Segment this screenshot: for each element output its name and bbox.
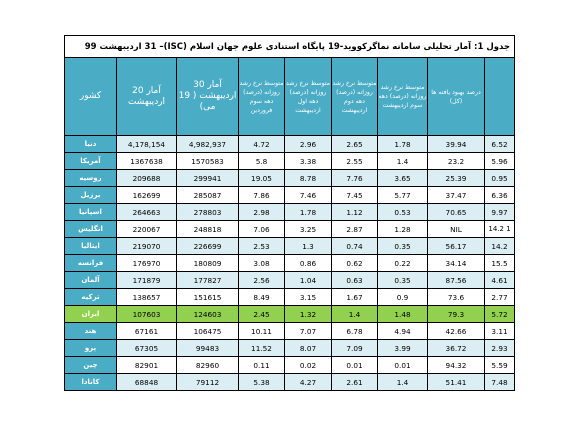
cell-cases-30: 285087 bbox=[177, 187, 239, 204]
cell-g3: 1.12 bbox=[332, 204, 378, 221]
table-row bbox=[65, 323, 515, 340]
cell-g4: 1.4 bbox=[378, 153, 428, 170]
cell-g3: 0.63 bbox=[332, 272, 378, 289]
cell-g4: 3.99 bbox=[378, 340, 428, 357]
cell-g3: 0.62 bbox=[332, 255, 378, 272]
cell-g2: 4.27 bbox=[285, 374, 332, 391]
cell-last: 7.48 bbox=[485, 374, 515, 391]
cell-g2: 1.3 bbox=[285, 238, 332, 255]
cell-g2: 0.02 bbox=[285, 357, 332, 374]
cell-cases-20: 82901 bbox=[117, 357, 177, 374]
country-cell: ایران bbox=[65, 306, 117, 323]
cell-g2: 3.15 bbox=[285, 289, 332, 306]
cell-cases-30: 151615 bbox=[177, 289, 239, 306]
cell-g1: 5.38 bbox=[239, 374, 285, 391]
table-title: جدول 1: آمار تحلیلی سامانه نماگرکووید-19 پایگاه استنادی علوم جهان اسلام (ISC)– 31 اردیبهشت 99 bbox=[65, 36, 515, 58]
table-row bbox=[65, 153, 515, 170]
cell-cases-30: 226699 bbox=[177, 238, 239, 255]
cell-g1: 3.08 bbox=[239, 255, 285, 272]
country-cell: پرو bbox=[65, 340, 117, 357]
table-row bbox=[65, 272, 515, 289]
cell-cases-20: 1367638 bbox=[117, 153, 177, 170]
cell-g1: 7.86 bbox=[239, 187, 285, 204]
country-cell: انگلیس bbox=[65, 221, 117, 238]
table-row bbox=[65, 221, 515, 238]
cell-g4: 3.65 bbox=[378, 170, 428, 187]
cell-last: 6.52 bbox=[485, 136, 515, 153]
table-row bbox=[65, 374, 515, 391]
country-cell: ترکیه bbox=[65, 289, 117, 306]
country-cell: هند bbox=[65, 323, 117, 340]
cell-cases-20: 162699 bbox=[117, 187, 177, 204]
table-row bbox=[65, 136, 515, 153]
cell-g1: 2.56 bbox=[239, 272, 285, 289]
cell-g1: 10.11 bbox=[239, 323, 285, 340]
header-recovered-percent: درصد بهبود یافته ها (کل) bbox=[428, 58, 485, 136]
cell-recovered: 36.72 bbox=[428, 340, 485, 357]
cell-g4: 0.35 bbox=[378, 238, 428, 255]
cell-g1: 19.05 bbox=[239, 170, 285, 187]
cell-cases-30: 248818 bbox=[177, 221, 239, 238]
cell-recovered: 87.56 bbox=[428, 272, 485, 289]
cell-recovered: 70.65 bbox=[428, 204, 485, 221]
cell-last: 2.93 bbox=[485, 340, 515, 357]
country-cell: برزیل bbox=[65, 187, 117, 204]
cell-recovered: 23.2 bbox=[428, 153, 485, 170]
country-cell: روسیه bbox=[65, 170, 117, 187]
table-body bbox=[65, 136, 515, 391]
table-row bbox=[65, 255, 515, 272]
cell-g2: 7.07 bbox=[285, 323, 332, 340]
cell-g3: 2.61 bbox=[332, 374, 378, 391]
cell-g3: 2.65 bbox=[332, 136, 378, 153]
cell-recovered: 37.47 bbox=[428, 187, 485, 204]
header-cases-30-ordibehesht: آمار 30 اردیبهشت ( 19 می) bbox=[177, 58, 239, 136]
cell-g3: 7.09 bbox=[332, 340, 378, 357]
cell-cases-20: 219070 bbox=[117, 238, 177, 255]
table-row bbox=[65, 170, 515, 187]
cell-last: 2.77 bbox=[485, 289, 515, 306]
country-cell: دنیا bbox=[65, 136, 117, 153]
table-row bbox=[65, 204, 515, 221]
country-cell: ایتالیا bbox=[65, 238, 117, 255]
cell-g4: 5.77 bbox=[378, 187, 428, 204]
cell-cases-20: 209688 bbox=[117, 170, 177, 187]
cell-g2: 3.25 bbox=[285, 221, 332, 238]
cell-cases-20: 68848 bbox=[117, 374, 177, 391]
cell-g1: 4.72 bbox=[239, 136, 285, 153]
country-cell: چین bbox=[65, 357, 117, 374]
header-country: کشور bbox=[65, 58, 117, 136]
cell-cases-20: 138657 bbox=[117, 289, 177, 306]
cell-cases-20: 107603 bbox=[117, 306, 177, 323]
cell-g3: 0.74 bbox=[332, 238, 378, 255]
cell-g3: 7.45 bbox=[332, 187, 378, 204]
cell-last: 0.95 bbox=[485, 170, 515, 187]
cell-recovered: NIL bbox=[428, 221, 485, 238]
cell-recovered: 34.14 bbox=[428, 255, 485, 272]
cell-cases-30: 99483 bbox=[177, 340, 239, 357]
country-cell: آلمان bbox=[65, 272, 117, 289]
table-row bbox=[65, 306, 515, 323]
cell-g2: 2.96 bbox=[285, 136, 332, 153]
header-growth-ordibehesht-2: متوسط نرخ رشد روزانه (درصد) دهه دوم اردیبهشت bbox=[332, 58, 378, 136]
cell-g1: 2.53 bbox=[239, 238, 285, 255]
cell-g3: 1.67 bbox=[332, 289, 378, 306]
cell-g4: 0.22 bbox=[378, 255, 428, 272]
cell-recovered: 73.6 bbox=[428, 289, 485, 306]
cell-cases-30: 180809 bbox=[177, 255, 239, 272]
table-row bbox=[65, 289, 515, 306]
cell-cases-30: 82960 bbox=[177, 357, 239, 374]
cell-cases-30: 79112 bbox=[177, 374, 239, 391]
header-growth-farvardin-3: متوسط نرخ رشد روزانه (درصد) دهه سوم فروردین bbox=[239, 58, 285, 136]
cell-g4: 4.94 bbox=[378, 323, 428, 340]
cell-last: 3.11 bbox=[485, 323, 515, 340]
cell-cases-20: 264663 bbox=[117, 204, 177, 221]
cell-cases-30: 299941 bbox=[177, 170, 239, 187]
cell-cases-30: 1570583 bbox=[177, 153, 239, 170]
cell-g1: 5.8 bbox=[239, 153, 285, 170]
cell-cases-20: 176970 bbox=[117, 255, 177, 272]
cell-last: 6.36 bbox=[485, 187, 515, 204]
cell-g4: 1.78 bbox=[378, 136, 428, 153]
cell-cases-30: 278803 bbox=[177, 204, 239, 221]
cell-g2: 0.86 bbox=[285, 255, 332, 272]
cell-cases-20: 220067 bbox=[117, 221, 177, 238]
cell-cases-30: 124603 bbox=[177, 306, 239, 323]
cell-cases-30: 4,982,937 bbox=[177, 136, 239, 153]
cell-recovered: 39.94 bbox=[428, 136, 485, 153]
cell-g1: 7.06 bbox=[239, 221, 285, 238]
cell-recovered: 51.41 bbox=[428, 374, 485, 391]
cell-g2: 8.78 bbox=[285, 170, 332, 187]
cell-last: 9.97 bbox=[485, 204, 515, 221]
cell-g4: 1.4 bbox=[378, 374, 428, 391]
cell-recovered: 79.3 bbox=[428, 306, 485, 323]
cell-g2: 1.78 bbox=[285, 204, 332, 221]
table-row bbox=[65, 340, 515, 357]
cell-recovered: 56.17 bbox=[428, 238, 485, 255]
cell-g2: 1.04 bbox=[285, 272, 332, 289]
cell-cases-20: 67305 bbox=[117, 340, 177, 357]
country-cell: آمریکا bbox=[65, 153, 117, 170]
cell-g3: 0.01 bbox=[332, 357, 378, 374]
cell-last: 5.96 bbox=[485, 153, 515, 170]
cell-recovered: 94.32 bbox=[428, 357, 485, 374]
cell-g3: 2.87 bbox=[332, 221, 378, 238]
country-cell: فرانسه bbox=[65, 255, 117, 272]
cell-g4: 0.01 bbox=[378, 357, 428, 374]
cell-g4: 0.35 bbox=[378, 272, 428, 289]
cell-cases-20: 171879 bbox=[117, 272, 177, 289]
table-row bbox=[65, 238, 515, 255]
cell-last: 14.2 1 bbox=[485, 221, 515, 238]
header-growth-ordibehesht-3: متوسط نرخ رشد روزانه (درصد) دهه سوم اردیبهشت bbox=[378, 58, 428, 136]
header-cases-20-ordibehesht: آمار 20 اردیبهشت bbox=[117, 58, 177, 136]
cell-g4: 0.9 bbox=[378, 289, 428, 306]
country-cell: کانادا bbox=[65, 374, 117, 391]
cell-recovered: 25.39 bbox=[428, 170, 485, 187]
cell-g4: 1.48 bbox=[378, 306, 428, 323]
cell-g1: 8.49 bbox=[239, 289, 285, 306]
cell-last: 15.5 bbox=[485, 255, 515, 272]
cell-recovered: 42.66 bbox=[428, 323, 485, 340]
covid-statistics-table bbox=[64, 35, 515, 391]
cell-last: 5.72 bbox=[485, 306, 515, 323]
cell-g2: 8.07 bbox=[285, 340, 332, 357]
cell-last: 4.61 bbox=[485, 272, 515, 289]
cell-g1: 2.98 bbox=[239, 204, 285, 221]
table-row bbox=[65, 187, 515, 204]
cell-cases-30: 177827 bbox=[177, 272, 239, 289]
cell-g2: 3.38 bbox=[285, 153, 332, 170]
cell-cases-20: 4,178,154 bbox=[117, 136, 177, 153]
cell-g4: 0.53 bbox=[378, 204, 428, 221]
cell-g2: 7.46 bbox=[285, 187, 332, 204]
header-growth-ordibehesht-1: متوسط نرخ رشد روزانه (درصد) دهه اول اردیبهشت bbox=[285, 58, 332, 136]
cell-g3: 6.78 bbox=[332, 323, 378, 340]
cell-cases-20: 67161 bbox=[117, 323, 177, 340]
table-row bbox=[65, 357, 515, 374]
cell-g3: 1.4 bbox=[332, 306, 378, 323]
cell-last: 5.59 bbox=[485, 357, 515, 374]
cell-g1: 2.45 bbox=[239, 306, 285, 323]
cell-last: 14.2 bbox=[485, 238, 515, 255]
cell-g1: 0.11 bbox=[239, 357, 285, 374]
cell-cases-30: 106475 bbox=[177, 323, 239, 340]
header-last-column bbox=[485, 58, 515, 136]
cell-g1: 11.52 bbox=[239, 340, 285, 357]
cell-g3: 7.76 bbox=[332, 170, 378, 187]
cell-g2: 1.32 bbox=[285, 306, 332, 323]
cell-g4: 1.28 bbox=[378, 221, 428, 238]
country-cell: اسپانیا bbox=[65, 204, 117, 221]
cell-g3: 2.55 bbox=[332, 153, 378, 170]
